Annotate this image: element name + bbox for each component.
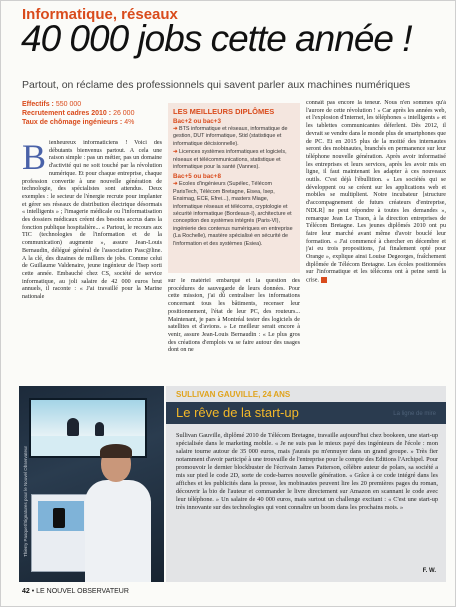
puffin-icon [95, 422, 104, 436]
drop-cap: B [22, 140, 47, 177]
sidebar-item: ➜ BTS informatique et réseaux, informatique de gestion, DUT informatique, Stid (statistique et informatique décisionnelle). [173, 126, 288, 147]
column-text: ienheureux informaticiens ! Voici des débutants bienvenus partout. A cela une raison simple : pas un métier, pas un domaine d'activité qui ne soit touché par la révolution numérique. Et pour chaque entreprise, chaque profession convertie à une nouvelle génération de technologie, des spécialistes sont attendus. Deux exemples : le secteur de l'énergie recrute pour implanter et gérer ses réseaux de distribution électrique désormais « intelligents » ; l'imagerie médicale ou l'informatisation des dossiers médicaux créent des besoins accrus dans la fonction publique hospitalière... « Partout, le recours aux TIC (technologies de l'information et de la communication) augmente », assure Jean-Louis Bernaudin, délégué général de l'association Pasc@line. A la clé, des dizaines de milliers de jobs. Comme celui de Guillaume Valdenaire, jeune ingénieur de l'Isep sorti cette année. Embauché chez CS, société de service informatique, au joli salaire de 42 000 euros brut annuels, il raconte : « J'ai travaillé pour la Marine nationale [22, 140, 162, 301]
author-signature: F. W. [422, 568, 436, 574]
stat-row: Recrutement cadres 2010 : 26 000 [22, 110, 135, 117]
stat-row: Effectifs : 550 000 [22, 101, 82, 108]
profile-ghost-title: La ligne de mire [393, 411, 436, 417]
person-figure [81, 446, 155, 582]
footer-separator: • [31, 588, 35, 595]
sidebar-heading: Bac+2 ou bac+3 [173, 118, 221, 125]
profile-title: Le rêve de la start-up [176, 405, 299, 420]
key-stats [22, 100, 134, 127]
arrow-icon: ➜ [173, 181, 180, 188]
standfirst: Partout, on réclame des professionnels qui savent parler aux machines numériques [22, 79, 411, 91]
page-title: 40 000 jobs cette année ! [21, 18, 412, 59]
arrow-icon: ➜ [173, 149, 180, 156]
article-column-2 [168, 278, 300, 373]
column-text: sur le matériel embarqué et la question des procédures de sauvegarde de leurs données. Pour cette mission, j'ai dû centraliser les informations concernant tous les bâtiments, recenser leur positionnement, l'état de leur PC, des routeurs... Maintenant, je pars à Montréal tester des logiciels de satellites et d'avions. » Le meilleur serait encore à venir, assure Jean-Louis Bernaudin : « Le plus gros des créations d'emplois va se faire autour des usages dont on ne [168, 278, 300, 354]
photo-credit: Thierry Pasquet/Signatures pour le Nouvel Observateur [23, 446, 28, 557]
sidebar-box-diplomas [168, 103, 300, 273]
stat-row: Taux de chômage ingénieurs : 4% [22, 119, 135, 126]
page-number: 42 [22, 588, 30, 595]
page-footer [22, 588, 129, 595]
section-kicker: Informatique, réseaux [22, 6, 178, 23]
puffin-icon [67, 418, 79, 436]
profile-name: SULLIVAN GAUVILLE, 24 ANS [176, 390, 291, 399]
profile-box [166, 386, 446, 582]
article-column-3 [306, 100, 446, 370]
sidebar-heading: Bac+5 ou bac+8 [173, 173, 221, 181]
publication-name: LE NOUVEL OBSERVATEUR [36, 588, 129, 595]
end-mark-icon [321, 277, 327, 283]
smartphone-icon [53, 508, 65, 528]
arrow-icon: ➜ [173, 126, 180, 132]
profile-text: Sullivan Gauville, diplômé 2010 de Télécom Bretagne, travaille aujourd'hui chez bookeen, une start-up spécialisée dans le marketing mobile. « Je ne suis pas le mieux payé des ingénieurs de l'école : mon salaire tourne autour de 35 000 euros, mais j'aurais pu m'ennuyer dans un grand groupe. » Très fier notamment d'avoir participé à une trouvaille de l'entreprise pour le compte des Editions l'Archipel. Pour promouvoir le dernier blockbuster de l'écrivain James Patterson, célèbre auteur de polars, sa société a mis sur pied le code 2D, sorte de code-barres nouvelle génération. « Grâce à ce code intégré dans les affiches et les publicités dans la presse, les mobinautes peuvent lire les 20 premières pages du roman, découvrir la bio de l'auteur et commander le livre directement sur Amazon en scannant le code avec leur téléphone. » Un salaire de 40 000 euros, mais surtout un challenge excitant : « C'est une start-up très innovante sur des technologies qui vont connaître un boom dans les prochains mois. » [176, 432, 438, 511]
portrait-photo [19, 386, 164, 582]
sidebar-item: ➜ Licences systèmes informatiques et logiciels, réseaux et télécommunications, statistique et informatique pour la santé (Vannes). [173, 149, 287, 171]
sidebar-title: LES MEILLEURS DIPLÔMES [173, 107, 275, 116]
sidebar-item: ➜ Ecoles d'ingénieurs (Supélec, Télécom ParisTech, Télécom Bretagne, Eisea, Isep, Ensimag, ECE, Efrei...), masters Miage, informatique réseaux et télécoms, cryptologie et sécurité informatique (Bordeaux-I), architecture et conception des systèmes intégrés (Paris-VI), ingénierie des contenus numériques en entreprise (La Rochelle), mastère spécialisé en sécurité de l'information et des systèmes (Esiea). [173, 181, 293, 247]
article-column-1 [22, 140, 162, 380]
column-text: connaît pas encore la teneur. Nous n'en sommes qu'à l'aurore de cette révolution ! » Car après les années web, et l'explosion d'Internet, les téléphones « intelligents » et les tablettes communicantes déferlent. Dès 2012, il devrait se vendre dans le monde plus de smartphones que de PC. Et en 2015 plus de la moitié des internautes seront des mobinautes, branchés en permanence sur leur téléphone nouvelle génération. Après avoir informatisé les entreprises et leurs services, après les avoir mis en ligne, il faut maintenant les adapter à ces nouveaux outils. C'est déjà l'ébullition. « Les sociétés qui se développent ou se créent sur les applications web et mobiles se multiplient. Notre incubateur [structure d'accompagnement de futurs créateurs d'entreprise, NDLR] ne peut répondre à toutes les demandes », remarque Jean Le Traon, à la direction entreprises de Télécom Bretagne. Les jeunes diplômés 2010 ont pu faire leur marché avant même d'avoir bouclé leur formation. « J'ai commencé à chercher en décembre et j'ai eu trois propositions, j'ai finalement opté pour Orange », explique ainsi Louise Degeorges, fraîchement diplômée de Télécom Bretagne. Les écoles positionnées sur l'informatique et les télécoms ont à peine senti la crise. [306, 100, 446, 284]
